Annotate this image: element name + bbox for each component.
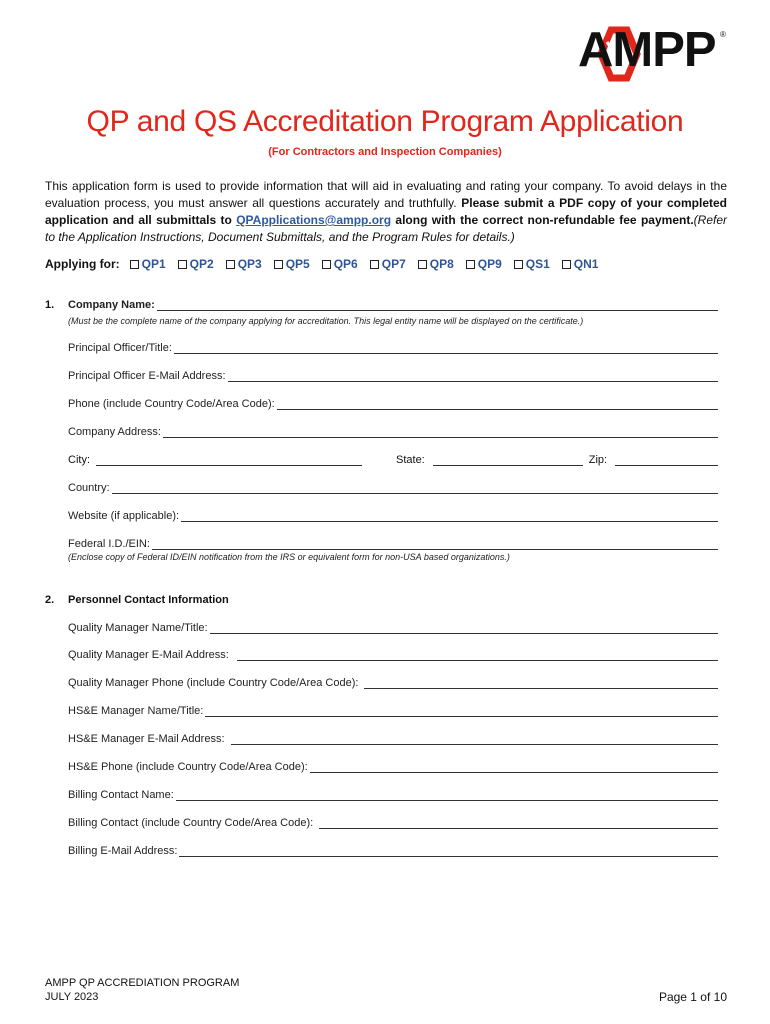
option-label: QP8 <box>429 257 454 271</box>
hse-manager-email-field[interactable] <box>231 733 718 745</box>
footer-date: JULY 2023 <box>45 991 99 1003</box>
quality-manager-email-field[interactable] <box>237 649 718 661</box>
quality-manager-name-row <box>68 622 718 634</box>
state-field[interactable] <box>433 454 583 466</box>
company-address-row <box>68 426 718 438</box>
country-field[interactable] <box>112 482 718 494</box>
city-state-zip-row <box>68 454 718 466</box>
company-name-field[interactable] <box>157 299 718 311</box>
footer-program: AMPP QP ACCREDIATION PROGRAM <box>45 977 240 989</box>
checkbox[interactable] <box>466 260 475 269</box>
section-2-heading: Personnel Contact Information <box>68 594 229 606</box>
billing-contact-phone-row <box>68 817 718 829</box>
quality-manager-phone-field[interactable] <box>364 677 718 689</box>
checkbox[interactable] <box>418 260 427 269</box>
quality-manager-email-row <box>68 649 718 661</box>
phone-label: Phone (include Country Code/Area Code): <box>68 398 275 410</box>
field-label: Billing Contact Name: <box>68 789 174 801</box>
checkbox[interactable] <box>562 260 571 269</box>
company-address-field[interactable] <box>163 426 718 438</box>
field-label: Billing E-Mail Address: <box>68 845 178 857</box>
state-label: State: <box>396 454 425 466</box>
field-label: HS&E Phone (include Country Code/Area Code): <box>68 761 308 773</box>
checkbox[interactable] <box>178 260 187 269</box>
federal-id-note: (Enclose copy of Federal ID/EIN notification from the IRS or equivalent form for non-USA based organizations.) <box>68 552 510 562</box>
option-qp8[interactable] <box>418 257 454 271</box>
field-label: Quality Manager E-Mail Address: <box>68 649 229 661</box>
federal-id-row <box>68 538 718 550</box>
checkbox[interactable] <box>322 260 331 269</box>
principal-officer-row <box>68 342 718 354</box>
option-label: QP7 <box>381 257 406 271</box>
option-label: QS1 <box>525 257 550 271</box>
intro-note: (Refer to the Application Instructions, Document Submittals, and the Program Rules for details.) <box>45 213 727 244</box>
federal-id-label: Federal I.D./EIN: <box>68 538 150 550</box>
page-subtitle: (For Contractors and Inspection Companies) <box>268 146 502 158</box>
option-qp9[interactable] <box>466 257 502 271</box>
billing-email-field[interactable] <box>179 845 718 857</box>
zip-field[interactable] <box>615 454 718 466</box>
website-label: Website (if applicable): <box>68 510 180 522</box>
option-qp2[interactable] <box>178 257 214 271</box>
field-label: Quality Manager Phone (include Country Code/Area Code): <box>68 677 359 689</box>
hse-phone-row <box>68 761 718 773</box>
intro-paragraph <box>45 178 727 246</box>
intro-text: This application form is used to provide information that will aid in evaluating and rating your company. To avoid delays in the evaluation process, you must answer all questions accurately and truthfully. <box>45 179 727 210</box>
quality-manager-name-field[interactable] <box>210 622 718 634</box>
option-label: QP2 <box>189 257 214 271</box>
option-qs1[interactable] <box>514 257 550 271</box>
intro-bold-text: Please submit a PDF copy of your completed application and all submittals to <box>45 196 727 227</box>
field-label: HS&E Manager E-Mail Address: <box>68 733 225 745</box>
city-field[interactable] <box>96 454 362 466</box>
principal-email-row <box>68 370 718 382</box>
option-qp7[interactable] <box>370 257 406 271</box>
principal-officer-label: Principal Officer/Title: <box>68 342 172 354</box>
company-address-label: Company Address: <box>68 426 161 438</box>
phone-row <box>68 398 718 410</box>
option-label: QP5 <box>285 257 310 271</box>
website-field[interactable] <box>181 510 718 522</box>
principal-officer-field[interactable] <box>174 342 718 354</box>
logo-text: AMPP <box>578 23 716 77</box>
federal-id-field[interactable] <box>152 538 718 550</box>
applying-for-label: Applying for: <box>45 257 120 271</box>
company-name-note: (Must be the complete name of the company applying for accreditation. This legal entity name will be displayed on the certificate.) <box>68 316 584 326</box>
page-title: QP and QS Accreditation Program Application <box>86 105 684 138</box>
field-label: Billing Contact (include Country Code/Area Code): <box>68 817 314 829</box>
website-row <box>68 510 718 522</box>
hse-phone-field[interactable] <box>310 761 718 773</box>
option-qn1[interactable] <box>562 257 599 271</box>
field-label: HS&E Manager Name/Title: <box>68 705 204 717</box>
footer-page-number: Page 1 of 10 <box>658 990 727 1004</box>
principal-email-field[interactable] <box>228 370 718 382</box>
hse-manager-name-field[interactable] <box>205 705 718 717</box>
logo-registered-mark: ® <box>720 30 726 39</box>
option-qp1[interactable] <box>130 257 166 271</box>
hse-manager-email-row <box>68 733 718 745</box>
section-2-number: 2. <box>45 594 55 606</box>
phone-field[interactable] <box>277 398 718 410</box>
option-qp5[interactable] <box>274 257 310 271</box>
intro-fee-text: along with the correct non-refundable fee payment. <box>391 213 694 227</box>
checkbox[interactable] <box>274 260 283 269</box>
zip-label: Zip: <box>588 454 608 466</box>
option-label: QP6 <box>333 257 358 271</box>
company-name-label: Company Name: <box>68 299 155 311</box>
hse-manager-name-row <box>68 705 718 717</box>
submission-email-link[interactable]: QPApplications@ampp.org <box>236 213 392 227</box>
checkbox[interactable] <box>130 260 139 269</box>
billing-contact-name-field[interactable] <box>176 789 718 801</box>
billing-contact-phone-field[interactable] <box>319 817 718 829</box>
option-label: QN1 <box>573 257 599 271</box>
quality-manager-phone-row <box>68 677 718 689</box>
applying-for-group <box>45 257 610 271</box>
billing-email-row <box>68 845 718 857</box>
option-qp3[interactable] <box>226 257 262 271</box>
option-label: QP1 <box>141 257 166 271</box>
checkbox[interactable] <box>226 260 235 269</box>
option-label: QP9 <box>477 257 502 271</box>
country-label: Country: <box>68 482 110 494</box>
field-label: Quality Manager Name/Title: <box>68 622 208 634</box>
checkbox[interactable] <box>370 260 379 269</box>
option-label: QP3 <box>237 257 262 271</box>
section-1-number: 1. <box>45 299 55 311</box>
option-qp6[interactable] <box>322 257 358 271</box>
company-name-row <box>68 299 718 311</box>
country-row <box>68 482 718 494</box>
billing-contact-name-row <box>68 789 718 801</box>
principal-email-label: Principal Officer E-Mail Address: <box>68 370 226 382</box>
city-label: City: <box>68 454 90 466</box>
checkbox[interactable] <box>514 260 523 269</box>
